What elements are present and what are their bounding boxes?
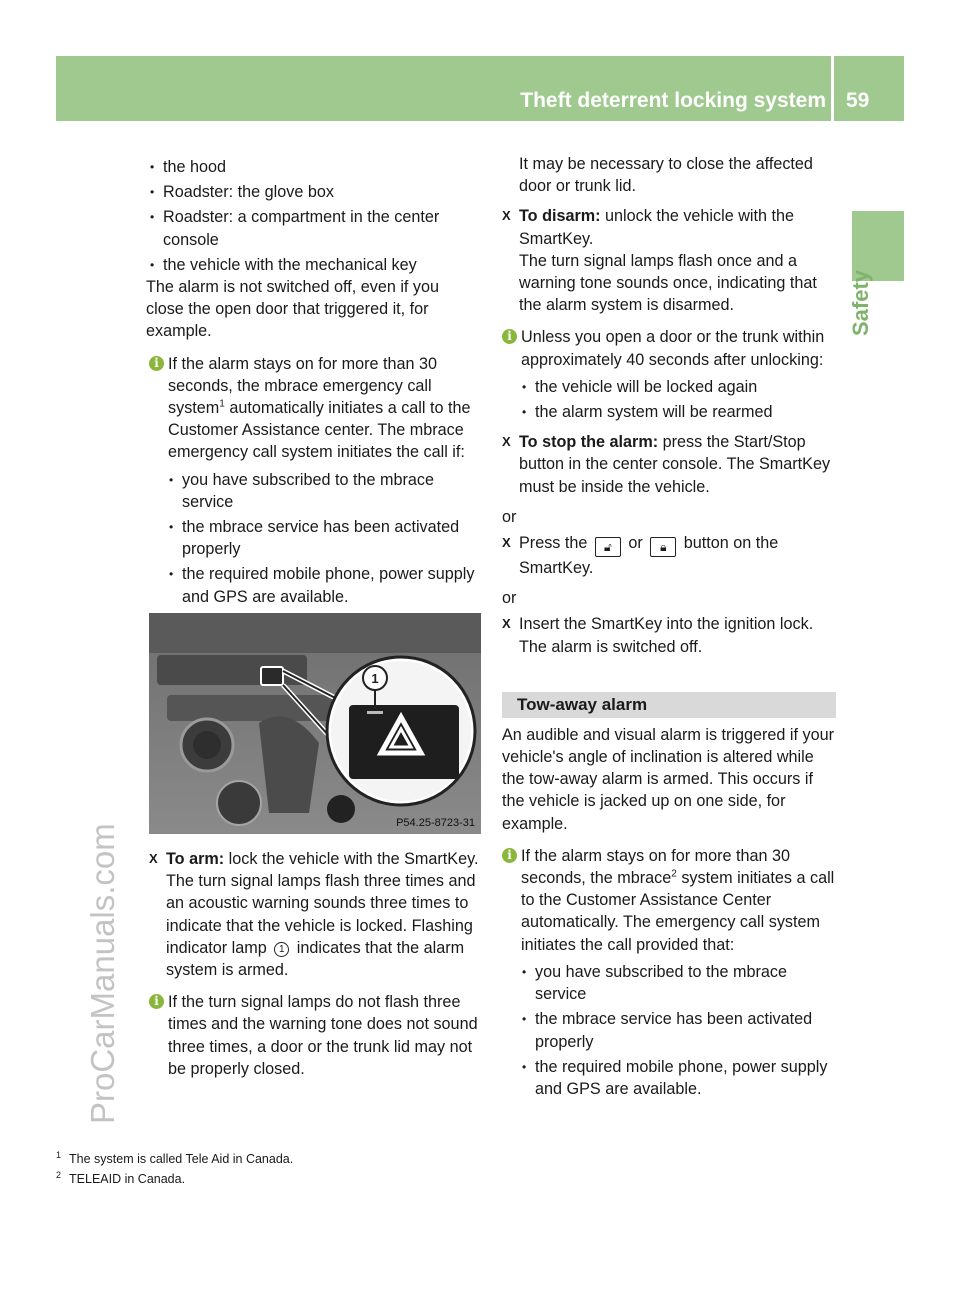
lock-key-icon: 🔒︎ — [650, 537, 676, 557]
info-icon: i — [502, 329, 517, 344]
console-figure — [149, 613, 481, 834]
list-item: • Roadster: the glove box — [149, 181, 481, 203]
footnote: $^2$ TELEAID in Canada. — [56, 1170, 186, 1187]
page-number: 59 — [846, 89, 870, 112]
list-item: • Roadster: a compartment in the center console — [149, 206, 481, 250]
list-item: • you have subscribed to the mbrace service — [521, 961, 836, 1005]
info-list — [149, 469, 481, 608]
step-marker-icon: X — [502, 434, 511, 450]
paragraph: It may be necessary to close the affected door or trunk lid. — [519, 155, 813, 196]
list-item: • the required mobile phone, power supply and GPS are available. — [168, 563, 481, 607]
info-icon: i — [149, 994, 164, 1009]
hazard-button-illustration — [149, 613, 481, 834]
list-item: • the vehicle with the mechanical key — [149, 254, 481, 276]
figure-callout: 1 — [371, 671, 379, 686]
info-note: i If the alarm stays on for more than 30 seconds, the mbrace$^2$ system initiates a call to the Customer Assistance Center automatically. The emergency call system initiates the call provided that: • you have subscribed to the mbrace service • the mbrace service has been activated properly • the required mobile phone, power supply and GPS are available. — [502, 845, 836, 1100]
figure-caption: P54.25-8723-31 — [396, 817, 475, 829]
step-arm: X To arm: lock the vehicle with the SmartKey. The turn signal lamps flash three times and an acoustic warning sounds three times to indicate that the vehicle is locked. Flashing indicator lamp 1 indicates that the alarm system is armed. — [149, 850, 479, 980]
step-insert-key: X Insert the SmartKey into the ignition lock. The alarm is switched off. — [502, 615, 814, 656]
footnote: $^1$ The system is called Tele Aid in Canada. — [56, 1150, 294, 1167]
step-disarm: X To disarm: unlock the vehicle with the SmartKey. The turn signal lamps flash once and a warning tone sounds once, indicating that the alarm system is disarmed. — [502, 207, 817, 315]
paragraph: An audible and visual alarm is triggered if your vehicle's angle of inclination is altered while the tow-away alarm is armed. This occurs if the vehicle is jacked up on one side, for example. — [502, 725, 835, 833]
or-label: or — [502, 507, 517, 526]
info-list — [502, 961, 836, 1100]
header-divider — [831, 56, 834, 121]
unlock-key-icon: 🔓︎ — [595, 537, 621, 557]
step-marker-icon: X — [149, 851, 158, 866]
left-column-top — [146, 153, 481, 608]
step-stop-alarm: X To stop the alarm: press the Start/Stop button in the center console. The SmartKey must be inside the vehicle. — [502, 433, 831, 496]
watermark: ProCarManuals.com — [84, 823, 121, 1124]
info-note: i If the alarm stays on for more than 30 seconds, the mbrace emergency call system$^1$ automatically initiates a call to the Customer Assistance center. The mbrace emergency call system initiates the call if: • you have subscribed to the mbrace service • the mbrace service has been activated properly • the required mobile phone, power supply and GPS are available. — [149, 353, 481, 608]
list-item: • the vehicle will be locked again — [521, 376, 836, 398]
or-label: or — [502, 589, 517, 608]
list-item: • the alarm system will be rearmed — [521, 401, 836, 423]
right-column — [502, 153, 836, 1100]
info-icon: i — [149, 356, 164, 371]
section-heading: Tow-away alarm — [502, 692, 836, 718]
info-icon: i — [502, 848, 517, 863]
page-title: Theft deterrent locking system — [520, 89, 826, 112]
list-item: • the mbrace service has been activated properly — [168, 516, 481, 560]
list-item: • the mbrace service has been activated properly — [521, 1008, 836, 1052]
step-marker-icon: X — [502, 535, 511, 551]
step-marker-icon: X — [502, 208, 511, 224]
list-item: • the hood — [149, 156, 481, 178]
section-label: Safety — [848, 269, 873, 336]
info-note: i If the turn signal lamps do not flash three times and the warning tone does not sound three times, a door or the trunk lid may not be properly closed. — [149, 991, 483, 1080]
list-item: • you have subscribed to the mbrace service — [168, 469, 481, 513]
info-note: i Unless you open a door or the trunk within approximately 40 seconds after unlocking: • the vehicle will be locked again • the alarm system will be rearmed — [502, 326, 836, 423]
info-list — [502, 376, 836, 423]
left-column-bottom — [149, 840, 483, 1080]
paragraph: The alarm is not switched off, even if you close the open door that triggered it, for example. — [146, 278, 440, 341]
step-marker-icon: X — [502, 616, 511, 632]
step-press-key: X Press the 🔓︎ or 🔒︎ button on the SmartKey. — [502, 534, 779, 578]
list-item: • the required mobile phone, power supply and GPS are available. — [521, 1056, 836, 1100]
callout-1-icon: 1 — [274, 942, 289, 957]
